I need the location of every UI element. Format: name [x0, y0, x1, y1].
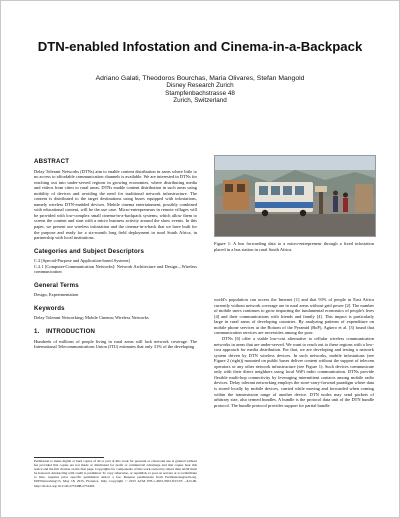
- section-title: INTRODUCTION: [46, 328, 96, 336]
- categories-line: C.2 [Special-Purpose and Application-based Systems]: [34, 258, 131, 264]
- left-column: [34, 159, 197, 350]
- keywords-heading: Keywords: [34, 304, 65, 312]
- introduction-heading: [34, 329, 197, 335]
- categories-section: [34, 249, 197, 275]
- introduction-section: [34, 329, 197, 350]
- copyright-footnote: Permission to make digital or hard copies of all or part of this work for personal or classroom use is granted without fee provided that copies are not made or distributed for profit or commercial advantage and that copies bear this notice and the full citation on the first page. Copyrights for components of this work owned by others than ACM must be honored. Abstracting with credit is permitted. To copy otherwise, or republish, to post on servers or to redistribute to lists, requires prior specific permission and/or a fee. Request permissions from Permissions@acm.org. DIYNetworking'15, May 18, 2015, Florence, Italy. Copyright © 2015 ACM 978-1-4503-3503-8/15/05 ...$15.00. http://dx.doi.org/10.1145/2753488.2753493.: [34, 459, 197, 488]
- categories-heading: Categories and Subject Descriptors: [34, 247, 145, 255]
- figure-bus-photo: [214, 155, 376, 237]
- author-names: Adriano Galati, Theodoros Bourchas, Maria Olivares, Stefan Mangold: [95, 75, 305, 82]
- abstract-heading: ABSTRACT: [34, 158, 70, 165]
- affiliation-line: Disney Research Zurich: [166, 82, 234, 90]
- section-number: 1.: [34, 328, 40, 336]
- affiliation-line: Zurich, Switzerland: [173, 97, 227, 105]
- categories-line: C.2.1 [Computer-Communication Networks]: Network Architecture and Design—Wireless communication: [34, 263, 197, 275]
- abstract-text: Delay Tolerant Networks (DTNs) aim to enable content distribution in areas where little to no access to affordable communication channels is available. We are interested in DTNs for reaching out into under-served regions in growing economies, where distributing media and videos from cities to rural areas. DTNs enable content distribution in such areas using mobility of devices and avoiding the need for traditional network infrastructure. The content is distributed to the target destinations using buses equipped with infostations, namely wireless DTN-enabled devices. Mobile cinema entertainment, possibly combined with educational content, will be the use case. Micro-entrepreneurs in remote villages will be provided with low-complex small cinema-in-a-backpack systems, which allow them to screen the content and start with a micro business activity around the show events. In this paper, we present our wireless infostation and the cinema-in-a-back that we have built for the purpose and ready for a six-month long field deployment in rural South Africa, in partnership with local institutions.: [34, 168, 197, 241]
- general-terms-text: Design, Experimentation: [34, 292, 79, 298]
- figure-caption: Figure 1: A bus forwarding data to a micro-entrepreneur through a fixed infostation placed in a bus station in rural South Africa.: [214, 241, 374, 252]
- introduction-text: Hundreds of millions of people living in rural areas still lack network coverage. The International Telecommunications Union (ITU) estimates that only 31% of the developing: [34, 338, 197, 350]
- bus-station-photo: [215, 156, 375, 236]
- right-column-text: [214, 297, 374, 408]
- general-terms-heading: General Terms: [34, 281, 79, 289]
- general-terms-section: [34, 283, 197, 298]
- footnote-rule: [34, 457, 104, 458]
- keywords-text: Delay Tolerant Networking; Mobile Cinema; Wireless Networks: [34, 315, 149, 321]
- keywords-section: [34, 306, 197, 321]
- author-block: [21, 75, 379, 105]
- body-paragraph: world's population can access the Internet [1] and that 93% of people in East Africa currently without network coverage are in rural areas without grid power [2]. The number of mobile users continues to grow impacting the fundamental economics of people's lives [4] and their communications with friends and family [4]. This impact is particularly large in rural areas of developing countries. By analyzing patterns of expenditure on mobile phone services at the Bottom of the Pyramid (BoP), Agüero et al. [3] found that communication services are necessities among the poor.: [214, 297, 374, 336]
- paper-title: DTN-enabled Infostation and Cinema-in-a-Backpack: [37, 39, 363, 54]
- affiliation-line: Stampfenbachstrasse 48: [165, 89, 235, 97]
- body-paragraph: DTNs [6] offer a viable low-cost alternative to cellular wireless communication networks in areas that are under-served. We want to reach out to these regions with a low-cost approach for media distribution. For that, we are developing and testing a network system driven by DTN wireless devices. In such networks, mobile infostations (see Figure 2 (right)) mounted on public buses deliver content without the support of telecom operators or any other network infrastructure (see Figure 1). Such devices communicate only with their direct neighbors using local WiFi radio communication. DTNs provide flexible multi-hop connectivity by leveraging intermittent contacts among mobile radio devices. Delay tolerant networking employs the store-carry-forward paradigm where data is stored locally by mobile devices, carried while moving and forwarded when coming within the transmission range of another device. DTN nodes may send packets of arbitrary size, also termed bundles. A bundle is the protocol data unit of the DTN bundle protocol. The bundle protocol provides support for partial bundle: [214, 335, 374, 408]
